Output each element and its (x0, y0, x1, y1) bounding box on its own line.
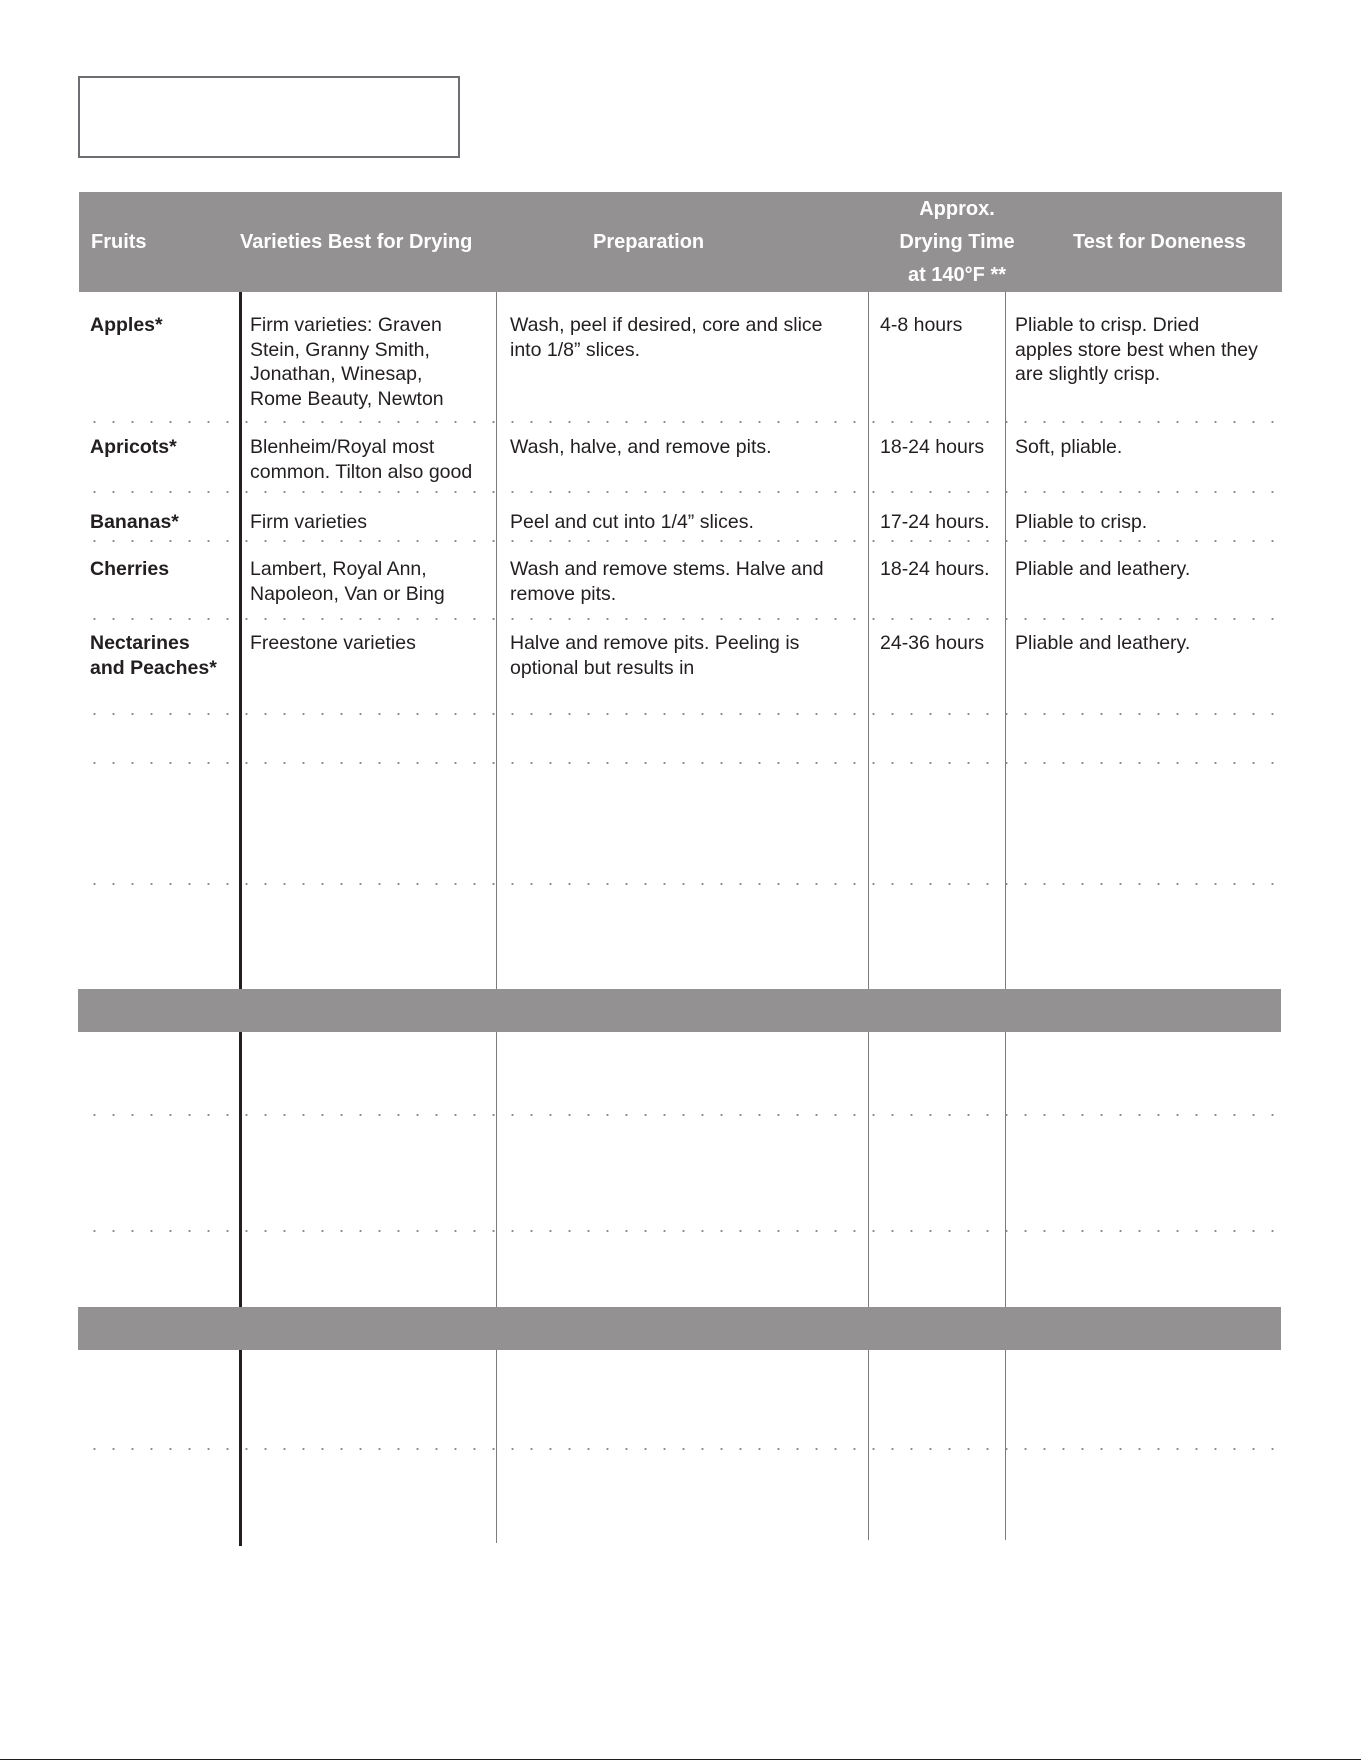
preparation-line: into 1/8” slices. (510, 338, 641, 361)
header-time-line2: Drying Time (899, 231, 1015, 253)
fruit-name (90, 313, 235, 338)
doneness-line: are slightly crisp. (1015, 363, 1161, 385)
row-separator (78, 618, 1281, 620)
page-bottom-rule (0, 1759, 1361, 1760)
doneness-line: Pliable to crisp. (1015, 511, 1148, 533)
doneness-cell (1015, 557, 1280, 582)
doneness-line: Soft, pliable. (1015, 436, 1123, 458)
fruit-name (90, 631, 235, 680)
doneness-cell (1015, 631, 1280, 656)
varieties-line: Firm varieties (250, 511, 368, 533)
header-preparation: Preparation (593, 231, 705, 253)
row-separator (78, 1230, 1281, 1232)
varieties-line: Freestone varieties (250, 632, 416, 654)
doneness-cell (1015, 510, 1280, 535)
column-divider-thick-2 (239, 1032, 242, 1307)
drying-time-cell: 17-24 hours. (880, 511, 990, 533)
row-separator (78, 540, 1281, 542)
header-time-line3: at 140°F ** (907, 264, 1007, 286)
drying-time-cell: 18-24 hours (880, 436, 985, 458)
doneness-line: Pliable and leathery. (1015, 632, 1191, 654)
section-band-2 (78, 1307, 1281, 1350)
row-separator (78, 762, 1281, 764)
fruit-name (90, 557, 235, 582)
doneness-line: Pliable to crisp. Dried (1015, 314, 1200, 336)
drying-time-cell: 24-36 hours (880, 632, 985, 654)
fruit-name-line: and Peaches* (90, 656, 217, 679)
drying-time-cell: 18-24 hours. (880, 558, 990, 580)
preparation-line: Wash, halve, and remove pits. (510, 436, 772, 458)
varieties-cell (250, 557, 490, 606)
fruit-name (90, 510, 235, 535)
table-header (79, 192, 1282, 292)
varieties-line: common. Tilton also good (250, 460, 473, 483)
section-band-1 (78, 989, 1281, 1032)
fruit-name-line: Apricots* (90, 436, 177, 458)
column-divider (1005, 1032, 1006, 1307)
title-box (78, 76, 460, 158)
fruit-name-line: Apples* (90, 314, 163, 336)
preparation-line: remove pits. (510, 582, 617, 605)
varieties-line: Blenheim/Royal most (250, 436, 435, 458)
column-divider (1005, 1350, 1006, 1540)
fruit-name-line: Bananas* (90, 511, 179, 533)
preparation-line: Wash and remove stems. Halve and (510, 558, 824, 580)
row-separator (78, 883, 1281, 885)
preparation-line: Wash, peel if desired, core and slice (510, 314, 823, 336)
row-separator (78, 713, 1281, 715)
doneness-line: apples store best when they (1015, 338, 1258, 361)
column-divider (496, 1350, 497, 1543)
row-separator (78, 491, 1281, 493)
preparation-cell (510, 510, 860, 535)
header-varieties: Varieties Best for Drying (240, 231, 473, 253)
drying-time-cell: 4-8 hours (880, 314, 963, 336)
varieties-cell (250, 435, 490, 484)
preparation-line: Halve and remove pits. Peeling is (510, 632, 800, 654)
preparation-line: Peel and cut into 1/4” slices. (510, 511, 754, 533)
preparation-line: optional but results in (510, 656, 695, 679)
varieties-line: Firm varieties: Graven (250, 314, 442, 336)
varieties-cell (250, 313, 490, 411)
preparation-cell (510, 557, 860, 606)
row-separator (78, 1114, 1281, 1116)
header-doneness: Test for Doneness (1073, 231, 1246, 253)
header-time-line1: Approx. (919, 198, 995, 220)
varieties-line: Stein, Granny Smith, (250, 338, 430, 361)
fruit-name-line: Nectarines (90, 632, 190, 654)
varieties-line: Napoleon, Van or Bing (250, 582, 445, 605)
preparation-cell (510, 435, 860, 460)
preparation-cell (510, 313, 860, 362)
preparation-cell (510, 631, 860, 680)
column-divider (868, 1032, 869, 1307)
fruit-name (90, 435, 235, 460)
doneness-cell (1015, 435, 1280, 460)
doneness-line: Pliable and leathery. (1015, 558, 1191, 580)
fruit-name-line: Cherries (90, 558, 170, 580)
varieties-cell (250, 631, 490, 656)
varieties-cell (250, 510, 490, 535)
column-divider (868, 1350, 869, 1540)
varieties-line: Lambert, Royal Ann, (250, 558, 427, 580)
row-separator (78, 1448, 1281, 1450)
column-divider (496, 1032, 497, 1307)
row-separator (78, 421, 1281, 423)
header-fruits: Fruits (91, 231, 147, 253)
varieties-line: Jonathan, Winesap, (250, 363, 423, 385)
doneness-cell (1015, 313, 1280, 387)
varieties-line: Rome Beauty, Newton (250, 387, 444, 410)
